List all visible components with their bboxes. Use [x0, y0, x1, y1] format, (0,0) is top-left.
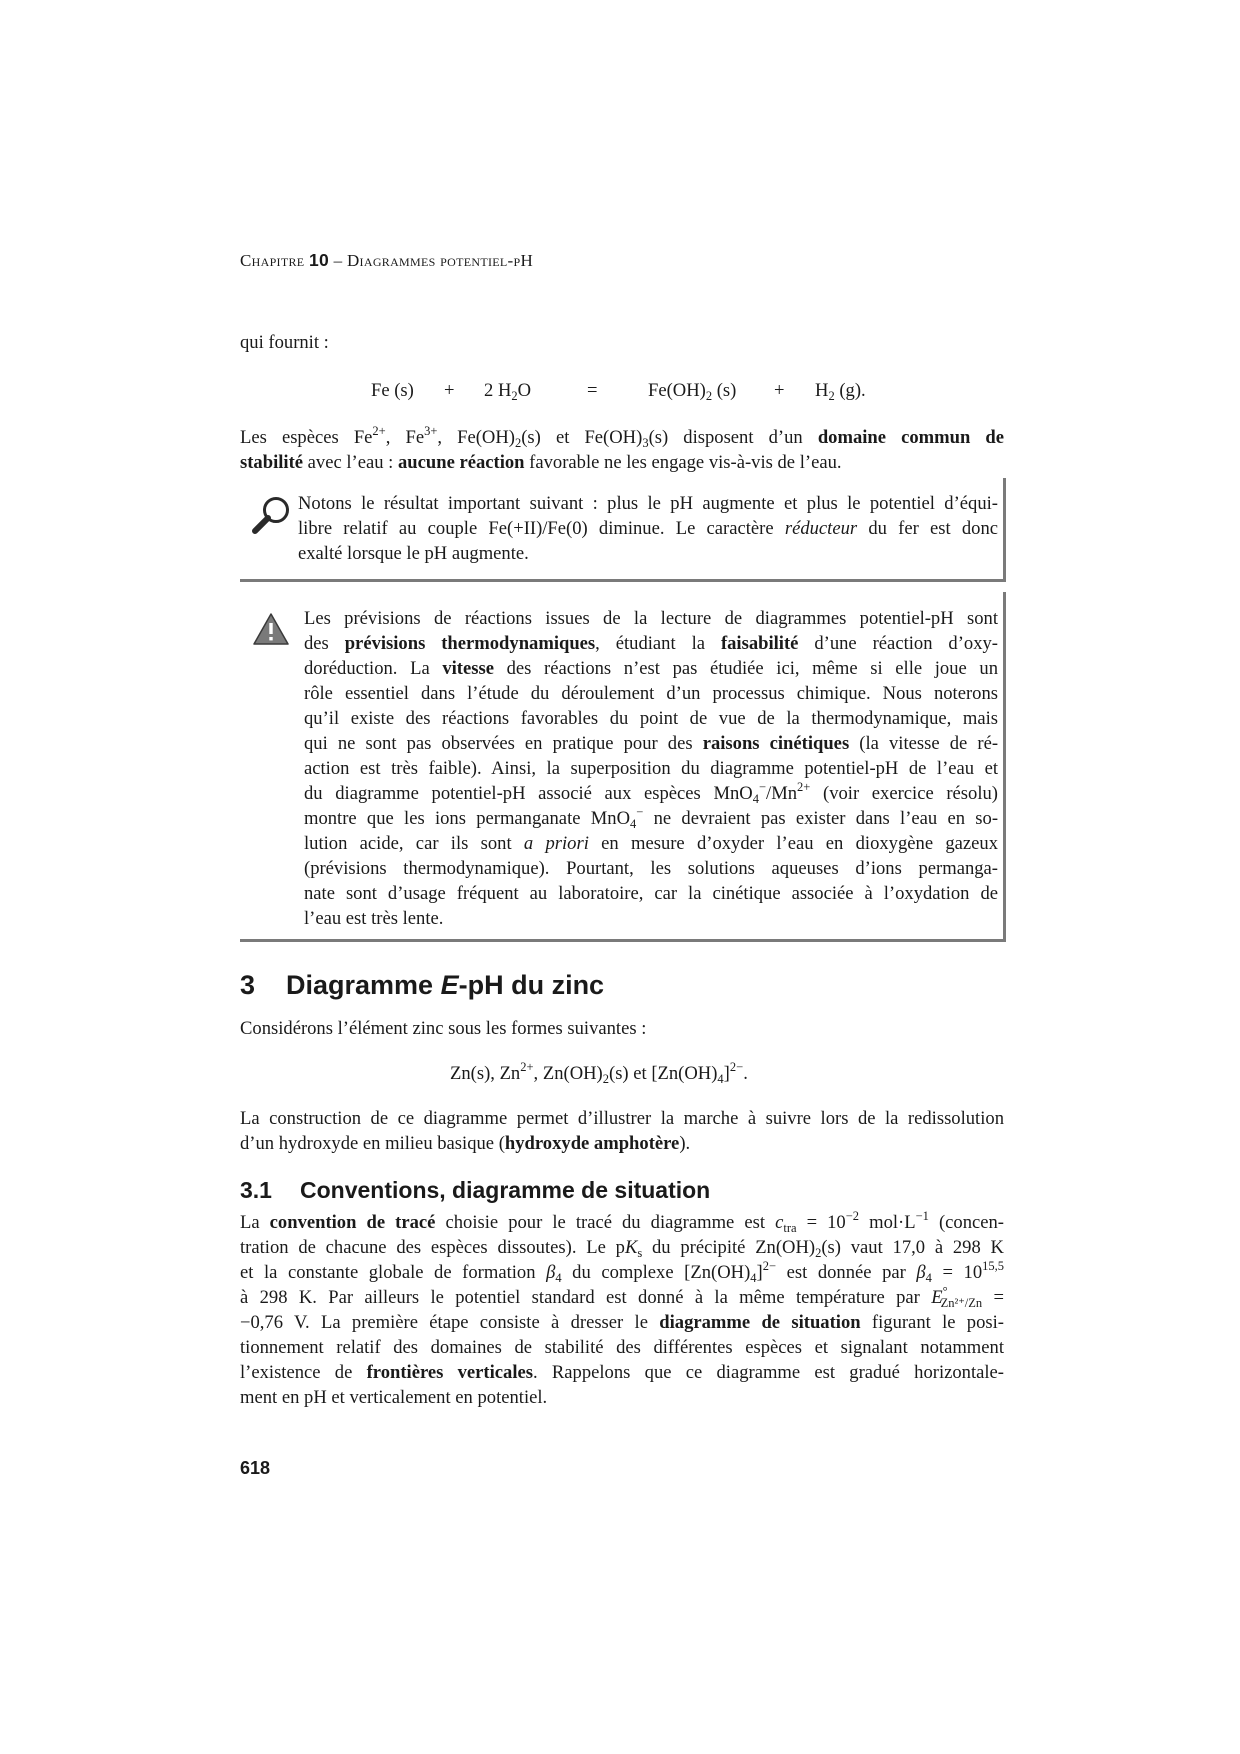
warning-line-2: des prévisions thermodynamiques, étudiant la faisabilité d’une réaction d’oxy- [304, 633, 998, 654]
chapter-number: 10 [308, 250, 330, 270]
warning-line-13: l’eau est très lente. [304, 908, 444, 929]
note-line-2: libre relatif au couple Fe(+II)/Fe(0) diminue. Le caractère réducteur du fer est donc [298, 518, 999, 539]
warning-line-3: doréduction. La vitesse des réactions n’est pas étudiée ici, même si elle joue un [304, 658, 998, 679]
eq-product-h2: $H_2$ (g). [815, 380, 866, 403]
zinc-species-formula: Zn(s), $Zn^{2+}$, $Zn(OH)_2(s)$ et $[Zn(OH)_4]^{2-}$. [450, 1060, 748, 1086]
eq-product-feoh2: $Fe(OH)_2$ (s) [648, 380, 737, 403]
eq-plus-1: + [444, 380, 455, 401]
conventions-line-8: ment en pH et verticalement en potentiel. [240, 1387, 548, 1408]
running-head-separator: – [333, 251, 343, 270]
running-head [240, 248, 533, 273]
warning-line-7: action est très faible). Ainsi, la superposition du diagramme potentiel-pH de l’eau et [304, 758, 998, 779]
conventions-line-6: tionnement relatif des domaines de stabilité des différentes espèces et signalant notamment [240, 1337, 1004, 1358]
conventions-line-7: l’existence de frontières verticales. Rappelons que ce diagramme est gradué horizontale- [240, 1362, 1004, 1383]
warning-text [304, 606, 998, 931]
eq-reactant-water: 2 $H_2O$ [484, 380, 532, 403]
construction-line-2: d’un hydroxyde en milieu basique (hydroxyde amphotère). [240, 1133, 691, 1154]
construction-line-1: La construction de ce diagramme permet d’illustrer la marche à suivre lors de la redissolution [240, 1108, 1004, 1129]
eq-plus-2: + [774, 380, 785, 401]
stability-line-2: stabilité avec l’eau : aucune réaction favorable ne les engage vis-à-vis de l’eau. [240, 452, 842, 473]
section-title: Diagramme E-pH du zinc [286, 970, 605, 1000]
warning-line-8: du diagramme potentiel-pH associé aux espèces $MnO_4^-/Mn^{2+}$ (voir exercice résolu) [304, 780, 998, 806]
conventions-line-5: −0,76 V. La première étape consiste à dresser le diagramme de situation figurant le posi- [240, 1312, 1004, 1333]
page-number: 618 [240, 1458, 271, 1478]
warning-line-6: qui ne sont pas observées en pratique pour des raisons cinétiques (la vitesse de ré- [304, 733, 999, 754]
warning-box [240, 592, 1006, 942]
conventions-line-1: La convention de tracé choisie pour le tracé du diagramme est $c_{tra} = 10^{-2}$ $mol\cdot L^{-1}$ (concen- [240, 1209, 1004, 1235]
subsection-title: Conventions, diagramme de situation [300, 1177, 711, 1203]
section-intro: Considérons l’élément zinc sous les formes suivantes : [240, 1018, 647, 1039]
chapter-label: Chapitre [240, 251, 305, 270]
warning-line-12: nate sont d’usage fréquent au laboratoire, car la cinétique associée à l’oxydation de [304, 883, 998, 904]
warning-icon [252, 612, 290, 653]
warning-line-11: (prévisions thermodynamique). Pourtant, les solutions aqueuses d’ions permanga- [304, 858, 998, 879]
note-line-3: exalté lorsque le pH augmente. [298, 543, 529, 564]
warning-box-bottom-rule [240, 939, 1006, 942]
warning-line-10: lution acide, car ils sont a priori en mesure d’oxyder l’eau en dioxygène gazeux [304, 833, 999, 854]
chapter-title: Diagrammes potentiel-pH [346, 251, 534, 270]
note-text [298, 491, 998, 566]
construction-paragraph [240, 1106, 1004, 1156]
conventions-line-2: tration de chacune des espèces dissoutes). Le $pK_s$ du précipité $Zn(OH)_2(s)$ vaut 17,0 à 298 K [240, 1237, 1004, 1260]
note-line-1: Notons le résultat important suivant : plus le pH augmente et plus le potentiel d’équi- [298, 493, 998, 514]
conventions-paragraph [240, 1210, 1004, 1410]
section-number: 3 [240, 970, 256, 1000]
stability-line-1: Les espèces $Fe^{2+}$, $Fe^{3+}$, $Fe(OH)_2(s)$ et $Fe(OH)_3(s)$ disposent d’un domaine commun de [240, 424, 1004, 450]
magnifier-icon [250, 494, 292, 543]
subsection-number: 3.1 [240, 1177, 272, 1203]
warning-line-9: montre que les ions permanganate MnO$_4$− ne devraient pas exister dans l’eau en so- [304, 805, 999, 831]
warning-line-5: qu’il existe des réactions favorables du point de vue de la thermodynamique, mais [304, 708, 998, 729]
note-box-right-rule [1003, 478, 1006, 582]
intro-line: qui fournit : [240, 332, 329, 353]
conventions-line-4: à 298 K. Par ailleurs le potentiel standard est donné à la même température par $E^\circ_{Zn^{2+}/Zn}$ = [240, 1284, 1004, 1310]
eq-reactant-fe: Fe (s) [371, 380, 414, 401]
stability-paragraph [240, 425, 1004, 475]
subsection-heading [240, 1175, 710, 1205]
warning-box-right-rule [1003, 592, 1006, 942]
equation-fe-water [0, 378, 1240, 404]
warning-line-1: Les prévisions de réactions issues de la lecture de diagrammes potentiel-pH sont [304, 608, 998, 629]
eq-equals: = [587, 380, 598, 401]
warning-line-4: rôle essentiel dans l’étude du déroulement d’un processus chimique. Nous noterons [304, 683, 998, 704]
note-box [240, 478, 1006, 582]
section-heading [240, 968, 604, 1002]
note-box-bottom-rule [240, 579, 1006, 582]
conventions-line-3: et la constante globale de formation $\beta_4$ du complexe $[Zn(OH)_4]^{2-}$ est donnée par $\beta_4 = 10^{15,5}$ [240, 1259, 1005, 1285]
